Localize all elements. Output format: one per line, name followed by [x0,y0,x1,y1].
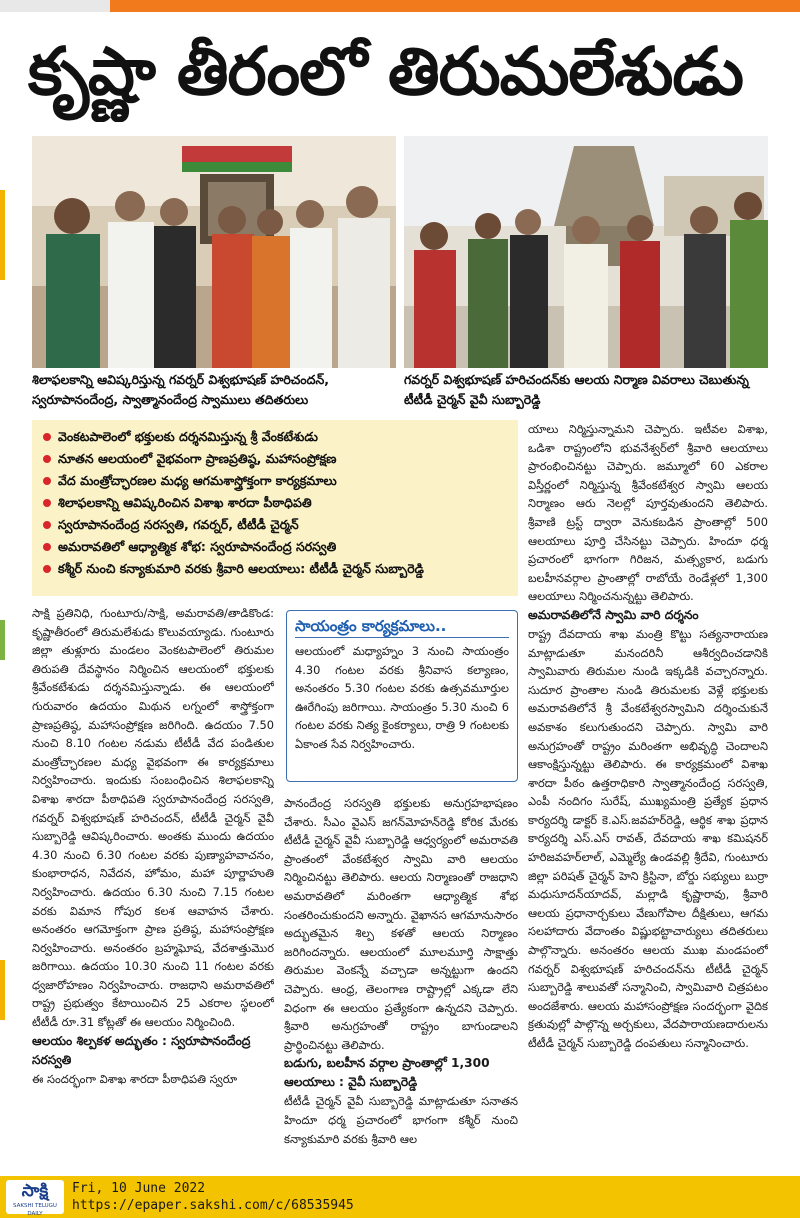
article-body: పానందేంద్ర సరస్వతి భక్తులకు అనుగ్రహభాషణం చేశారు. సీఎం వైఎస్‌ జగన్‌మోహన్‌రెడ్డి కోరిక మేరకు టీటీడీ చైర్మన్‌ వైవీ సుబ్బారెడ్డి ఆధ్వర్యంలో అమరావతి ప్రాంతంలో వేంకటేశ్వర స్వామి వారి ఆలయం నిర్మించినట్టు తెలిపారు. ఆలయ నిర్మాణంతో రాజధాని అమరావతిలో మరింతగా ఆధ్యాత్మిక శోభ సంతరించుకుందని అన్నారు. వైఖానస ఆగమానుసారం అద్భుతమైన శిల్ప కళతో ఆలయ నిర్మాణం జరిగిందన్నారు. ఆలయంలో మూలమూర్తి సాక్షాత్తు తిరుమల వెంకన్నే వచ్చాడా అన్నట్టుగా ఉందని చెప్పారు. ఆంధ్ర, తెలంగాణ రాష్ట్రాల్లో ఎక్కడా లేని విధంగా ఈ ఆలయం ప్రత్యేకంగా ఉన్నదని చెప్పారు. శ్రీవారి అనుగ్రహంతో రాష్ట్రం బాగుండాలని ప్రార్థించినట్టు తెలిపారు. [284,796,518,1052]
left-edge-mark [0,190,5,280]
page-headline: కృష్ణా తీరంలో తిరుమలేశుడు [28,33,743,110]
article-body: యాలు నిర్మిస్తున్నామని చెప్పారు. ఇటీవల విశాఖ, ఒడిశా రాష్ట్రంలోని భువనేశ్వర్‌లో శ్రీవారి ఆలయాలు ప్రారంభించినట్టు చెప్పారు. జమ్మూలో 60 ఎకరాల విస్తీర్ణంలో నిర్మిస్తున్న శ్రీవేంకటేశ్వర స్వామి ఆలయ నిర్మాణం ఆరు నెలల్లో పూర్తవుతుందని తెలిపారు. శ్రీవాణి ట్రస్ట్‌ ద్వారా వెనుకబడిన ప్రాంతాల్లో 500 ఆలయాలు పూర్తి చేసినట్టు చెప్పారు. హిందూ ధర్మ ప్రచారంలో భాగంగా గిరిజన, మత్స్యకార, బడుగు బలహీనవర్గాల ప్రాంతాల్లో రాబోయే రెండేళ్లలో 1,300 ఆలయాలు నిర్మించనున్నట్టు తెలిపారు. [528,422,768,604]
highlight-item: అమరావతిలో ఆధ్యాత్మిక శోభ: స్వరూపానందేంద్ర సరస్వతి [40,536,512,558]
article-column-1 [32,604,274,1174]
highlight-item: వేద మంత్రోచ్ఛారణల మధ్య ఆగమశాస్త్రోక్తంగా కార్యక్రమాలు [40,470,512,492]
article-subheading: అమరావతిలోనే స్వామి వారి దర్శనం [528,607,699,622]
article-subheading: బడుగు, బలహీన వర్గాల ప్రాంతాల్లో 1,300 ఆలయాలు : వైవీ సుబ్బారెడ్డి [284,1056,490,1090]
highlights-list [40,426,512,580]
edition-date: Fri, 10 June 2022 [72,1181,206,1196]
highlight-item: శిలాఫలకాన్ని ఆవిష్కరించిన విశాఖ శారదా పీఠాధిపతి [40,492,512,514]
footer-meta [72,1180,354,1214]
article-body: ఈ సందర్భంగా విశాఖ శారదా పీఠాధిపతి స్వరూ [32,1071,238,1086]
highlight-item: నూతన ఆలయంలో వైభవంగా ప్రాణప్రతిష్ఠ, మహాసంప్రోక్షణ [40,448,512,470]
photo-plaque-unveiling-image [32,136,396,368]
article-body: రాష్ట్ర దేవదాయ శాఖ మంత్రి కొట్టు సత్యనారాయణ మాట్లాడుతూ మనందరినీ ఆశీర్వదించడానికి స్వామివారు తిరుమల నుండి ఇక్కడికి వచ్చారన్నారు. సుదూర ప్రాంతాల నుండి తిరుమలకు వెళ్లే భక్తులకు అమరావతిలోనే శ్రీ వేంకటేశ్వరస్వామిని దర్శించుకునే అవకాశం కలుగుతుందని చెప్పారు. స్వామి వారి అనుగ్రహంతో రాష్ట్రం మరింతగా అభివృద్ధి చెందాలని ఆకాంక్షిస్తున్నట్టు తెలిపారు. ఈ కార్యక్రమంలో విశాఖ శారదా పీఠం ఉత్తరాధికారి స్వాత్మానందేంద్ర సరస్వతి, ఎంపీ నందిగం సురేష్‌, ముఖ్యమంత్రి ప్రత్యేక ప్రధాన కార్యదర్శి డాక్టర్‌ కె.ఎస్‌.జవహర్‌రెడ్డి, ఆర్థిక శాఖ ప్రధాన కార్యదర్శి ఎస్‌.ఎస్‌ రావత్‌, దేవదాయ శాఖ కమిషనర్‌ హరిజవహర్‌లాల్‌, ఎమ్మెల్యే ఉండవల్లి శ్రీదేవి, గుంటూరు జిల్లా పరిషత్‌ చైర్మన్‌ హెని క్రిస్టినా, బోర్డు సభ్యులు బుర్రా మధుసూదన్‌యాదవ్‌, మల్లాడి కృష్ణారావు, శ్రీవారి ఆలయ ప్రధానార్చకులు వేణుగోపాల దీక్షితులు, ఆగమ సలహాదారు వేదాంతం విష్ణుభట్టాచార్యులు తదితరులు పాల్గొన్నారు. అనంతరం ఆలయ ముఖ మండపంలో గవర్నర్‌ విశ్వభూషణ్‌ హరిచందన్‌ను టీటీడీ చైర్మన్‌ సుబ్బారెడ్డి శాలువతో సన్మానించి, స్వామివారి చిత్రపటం అందజేశారు. ఆలయ మహాసంప్రోక్షణ సందర్భంగా వైదిక క్రతువుల్లో పాల్గొన్న అర్చకులు, వేదపారాయణదారులను టీటీడీ చైర్మన్‌ సుబ్బారెడ్డి దంపతులు సన్మానించారు. [528,626,768,1050]
highlight-item: కశ్మీర్‌ నుంచి కన్యాకుమారి వరకు శ్రీవారి ఆలయాలు: టీటీడీ చైర్మన్‌ సుబ్బారెడ్డి [40,558,512,580]
logo-name: సాక్షి [21,1181,49,1201]
left-edge-mark [0,960,5,1020]
logo-tagline: SAKSHI TELUGU DAILY [13,1203,57,1217]
evening-programs-body: ఆలయంలో మధ్యాహ్నం 3 నుంచి సాయంత్రం 4.30 గంటల వరకు శ్రీనివాస కల్యాణం, అనంతరం 5.30 గంటల వరకు ఉత్సవమూర్తుల ఊరేగింపు జరిగాయి. సాయంత్రం 5.30 నుంచి 6 గంటల వరకు నిత్య కైంకర్యాలు, రాత్రి 9 గంటలకు ఏకాంత సేవ నిర్వహించారు. [295,644,509,751]
article-subheading: ఆలయం శిల్పకళ అద్భుతం : స్వరూపానందేంద్ర సరస్వతి [32,1033,251,1067]
highlight-item-continued: స్వరూపానందేంద్ర సరస్వతి, గవర్నర్‌, టీటీడీ చైర్మన్‌ [40,514,512,536]
photo-temple-visit-image [404,136,768,368]
sakshi-logo [6,1180,64,1217]
top-accent-strip [110,0,800,12]
article-column-2 [284,794,518,1174]
evening-programs-box [286,610,518,782]
highlight-item: వెంకటపాలెంలో భక్తులకు దర్శనమిస్తున్న శ్రీ వేంకటేశుడు [40,426,512,448]
article-body: సాక్షి ప్రతినిధి, గుంటూరు/సాక్షి, అమరావతి/తాడికొండ: కృష్ణాతీరంలో తిరుమలేశుడు కొలువయ్యాడు. గుంటూరు జిల్లా తుళ్లూరు మండలం వెంకటపాలెంలో తిరుమల తిరుపతి దేవస్థానం నిర్మించిన ఆలయంలో భక్తులకు శ్రీవేంకటేశుడు దర్శనమిస్తున్నాడు. ఈ ఆలయంలో గురువారం ఉదయం మిథున లగ్నంలో శాస్త్రోక్తంగా ప్రాణప్రతిష్ఠ, మహాసంప్రోక్షణ జరిగింది. ఉదయం 7.50 నుంచి 8.10 గంటల నడుమ టీటీడీ వేద పండితుల మంత్రోచ్ఛారణల మధ్య వైభవంగా ఈ కార్యక్రమాలు నిర్వహించారు. ఇందుకు సంబంధించిన శిలాఫలకాన్ని విశాఖ శారదా పీఠాధిపతి స్వరూపానందేంద్ర సరస్వతి, గవర్నర్‌ విశ్వభూషణ్‌ హరిచందన్‌, టీటీడీ చైర్మన్‌ వైవీ సుబ్బారెడ్డి ఆవిష్కరించారు. అంతకు ముందు ఉదయం 4.30 నుంచి 6.30 గంటల వరకు పుణ్యాహవాచనం, కుంభారాధన, నివేదన, హోమం, మహా పూర్ణాహుతి నిర్వహించారు. ఉదయం 6.30 నుంచి 7.15 గంటల వరకు విమాన గోపుర కలశ ఆవాహన చేశారు. అనంతరం ఆగమోక్తంగా ప్రాణ ప్రతిష్ఠ, మహాసంప్రోక్షణ నిర్వహించారు. అనంతరం బ్రహ్మఘోష, వేదశాత్తుమొర జరిగాయి. ఉదయం 10.30 నుంచి 11 గంటల వరకు ధ్వజారోహణం నిర్వహించారు. రాజధాని అమరావతిలో రాష్ట్ర ప్రభుత్వం కేటాయించిన 25 ఎకరాల స్థలంలో టీటీడీ రూ.31 కోట్లతో ఈ ఆలయం నిర్మించింది. [32,606,274,1030]
page-footer [0,1176,800,1218]
highlights-box [32,420,518,596]
article-column-3 [528,420,768,1174]
epaper-url[interactable]: https://epaper.sakshi.com/c/68535945 [72,1198,354,1213]
article-body: టీటీడీ చైర్మన్‌ వైవీ సుబ్బారెడ్డి మాట్లాడుతూ సనాతన హిందూ ధర్మ ప్రచారంలో భాగంగా కశ్మీర్‌ నుంచి కన్యాకుమారి వరకు శ్రీవారి ఆల [284,1094,518,1146]
photo-caption-right: గవర్నర్‌ విశ్వభూషణ్‌ హరిచందన్‌కు ఆలయ నిర్మాణ వివరాలు చెబుతున్న టీటీడీ చైర్మన్‌ వైవీ సుబ్బారెడ్డి [404,372,749,407]
left-edge-strip [0,60,10,1160]
photo-temple-visit [404,136,768,368]
top-color-bar [0,0,800,12]
photo-caption-left: శిలాఫలకాన్ని ఆవిష్కరిస్తున్న గవర్నర్‌ విశ్వభూషణ్‌ హరిచందన్‌, స్వరూపానందేంద్ర, స్వాత్మానందేంద్ర స్వాములు తదితరులు [32,372,329,407]
evening-programs-title: సాయంత్రం కార్యక్రమాలు.. [295,615,509,638]
left-edge-mark [0,620,5,660]
photo-plaque-unveiling [32,136,396,368]
